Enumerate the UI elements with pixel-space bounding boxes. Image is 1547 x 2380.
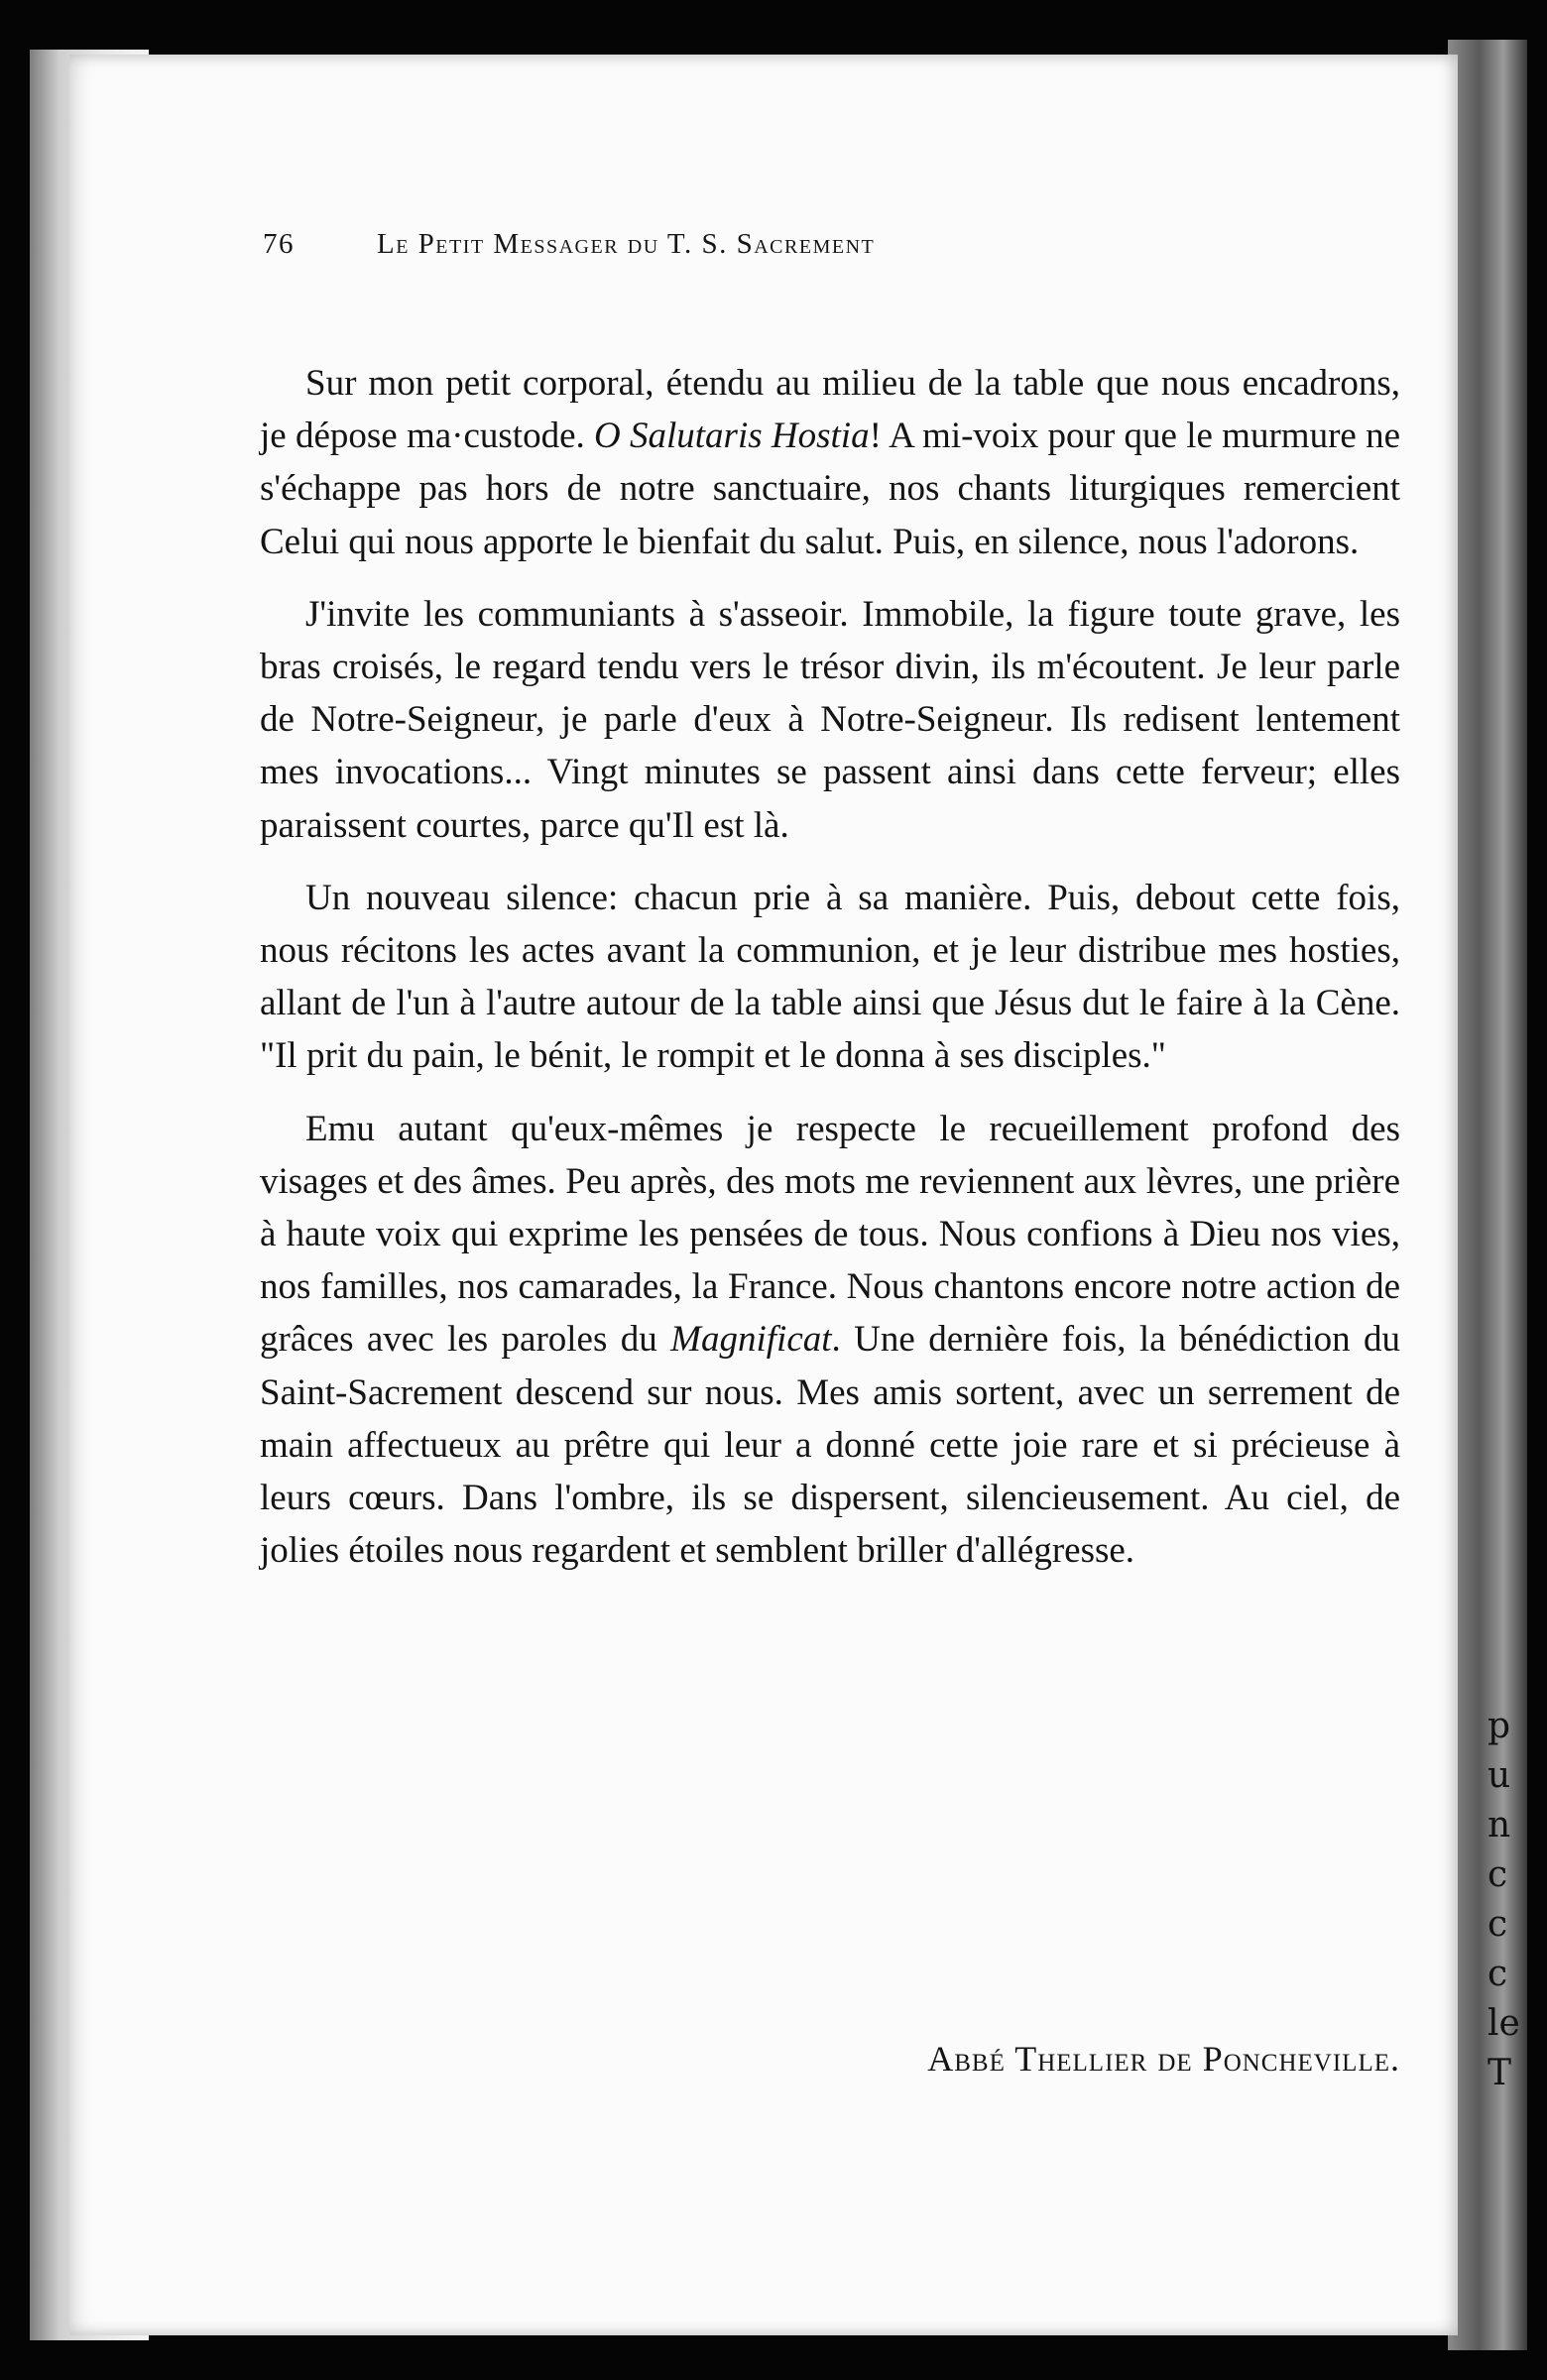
running-header [263, 228, 1205, 261]
next-page-letter: n [1488, 1805, 1511, 1845]
paragraph [260, 357, 1400, 568]
paragraph [260, 588, 1400, 852]
italic-text: O Salutaris Hostia [594, 416, 870, 457]
author-signature: Abbé Thellier de Poncheville. [927, 2039, 1400, 2079]
page-number: 76 [263, 228, 295, 260]
article-body [260, 357, 1400, 1597]
next-page-letter: p [1488, 1706, 1511, 1746]
next-page-letter: u [1488, 1755, 1511, 1796]
text-run: J'invite les communiants à s'asseoir. Immobile, la figure toute grave, les bras croisés, le regard tendu vers le trésor divin, ils m'écoutent. Je leur parle de Notre-Seigneur, je parle d'eux à Notre-Seigneur. Ils redisent lentement mes invocations... Vingt minutes se passent ainsi dans cette ferveur; elles paraissent courtes, parce qu'Il est là. [260, 593, 1400, 846]
text-run: Emu autant qu'eux-mêmes je respecte le recueillement profond des visages et des âmes. Peu après, des mots me reviennent aux lèvres, une prière à haute voix qui exprime les pensées de tous. Nous confions à Dieu nos vies, nos familles, nos camarades, la France. Nous chantons encore notre action de grâces avec les paroles du [260, 1108, 1400, 1361]
running-title: Le Petit Messager du T. S. Sacrement [377, 228, 876, 260]
next-page-letter: c [1488, 1904, 1508, 1945]
paragraph [260, 872, 1400, 1083]
italic-text: Magnificat [670, 1319, 832, 1361]
text-run: Un nouveau silence: chacun prie à sa manière. Puis, debout cette fois, nous récitons les actes avant la communion, et je leur distribue mes hosties, allant de l'un à l'autre autour de la table ainsi que Jésus dut le faire à la Cène. "Il prit du pain, le bénit, le rompit et le donna à ses disciples." [260, 877, 1400, 1077]
next-page-letter: T [1488, 2053, 1512, 2093]
text-run: . Une dernière fois, la bénédiction du Saint-Sacrement descend sur nous. Mes amis sortent, avec un serrement de main affectueux au prêtre qui leur a donné cette joie rare et si précieuse à leurs cœurs. Dans l'ombre, ils se dispersent, silencieusement. Au ciel, de jolies étoiles nous regardent et semblent briller d'allégresse. [260, 1319, 1401, 1572]
next-page-letter: le [1488, 2003, 1520, 2044]
next-page-edge [1488, 1706, 1547, 2102]
text-run: Sur mon petit corporal, étendu au milieu de la table que nous encadrons, je dépose ma·custode. [260, 363, 1400, 457]
text-run: ! A mi-voix pour que le murmure ne s'échappe pas hors de notre sanctuaire, nos chants liturgiques remercient Celui qui nous apporte le bienfait du salut. Puis, en silence, nous l'adorons. [260, 416, 1400, 562]
paragraph [260, 1103, 1400, 1578]
next-page-letter: c [1488, 1854, 1508, 1895]
next-page-letter: c [1488, 1954, 1508, 1994]
